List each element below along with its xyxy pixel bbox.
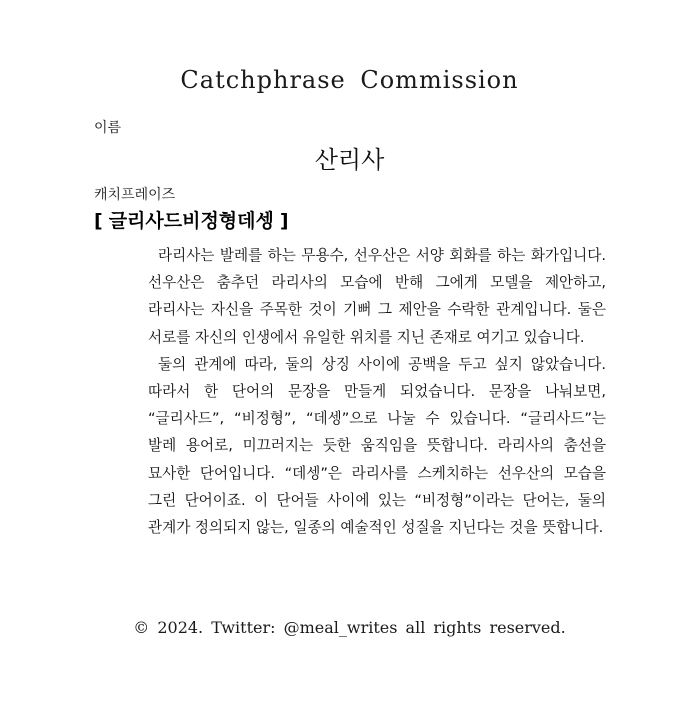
copyright-footer: © 2024. Twitter: @meal_writes all rights reserved.	[133, 618, 566, 637]
catchphrase-open-bracket: [	[94, 210, 103, 232]
description-body	[148, 242, 606, 541]
description-paragraph-2: 둘의 관계에 따라, 둘의 상징 사이에 공백을 두고 싶지 않았습니다. 따라서 한 단어의 문장을 만들게 되었습니다. 문장을 나눠보면, “글리사드”, “비정형”, “데셍”으로 나눌 수 있습니다. “글리사드”는 발레 용어로, 미끄러지는 듯한 움직임을 뜻합니다. 라리사의 춤선을 묘사한 단어입니다. “데셍”은 라리사를 스케치하는 선우산의 모습을 그린 단어이죠. 이 단어들 사이에 있는 “비정형”이라는 단어는, 둘의 관계가 정의되지 않는, 일종의 예술적인 성질을 지닌다는 것을 뜻합니다.	[148, 355, 606, 537]
catchphrase-label: 캐치프레이즈	[94, 187, 176, 203]
name-label: 이름	[94, 120, 122, 136]
catchphrase-text: 글리사드비정형데셍	[108, 210, 274, 232]
description-paragraph-1: 라리사는 발레를 하는 무용수, 선우산은 서양 회화를 하는 화가입니다. 선우산은 춤추던 라리사의 모습에 반해 그에게 모델을 제안하고, 라리사는 자신을 주목한 것이 기뻐 그 제안을 수락한 관계입니다. 둘은 서로를 자신의 인생에서 유일한 위치를 지닌 존재로 여기고 있습니다.	[148, 247, 606, 346]
catchphrase-heading	[94, 206, 289, 233]
page-title: Catchphrase Commission	[180, 66, 519, 94]
name-value: 산리사	[314, 146, 385, 174]
catchphrase-close-bracket: ]	[279, 210, 289, 232]
